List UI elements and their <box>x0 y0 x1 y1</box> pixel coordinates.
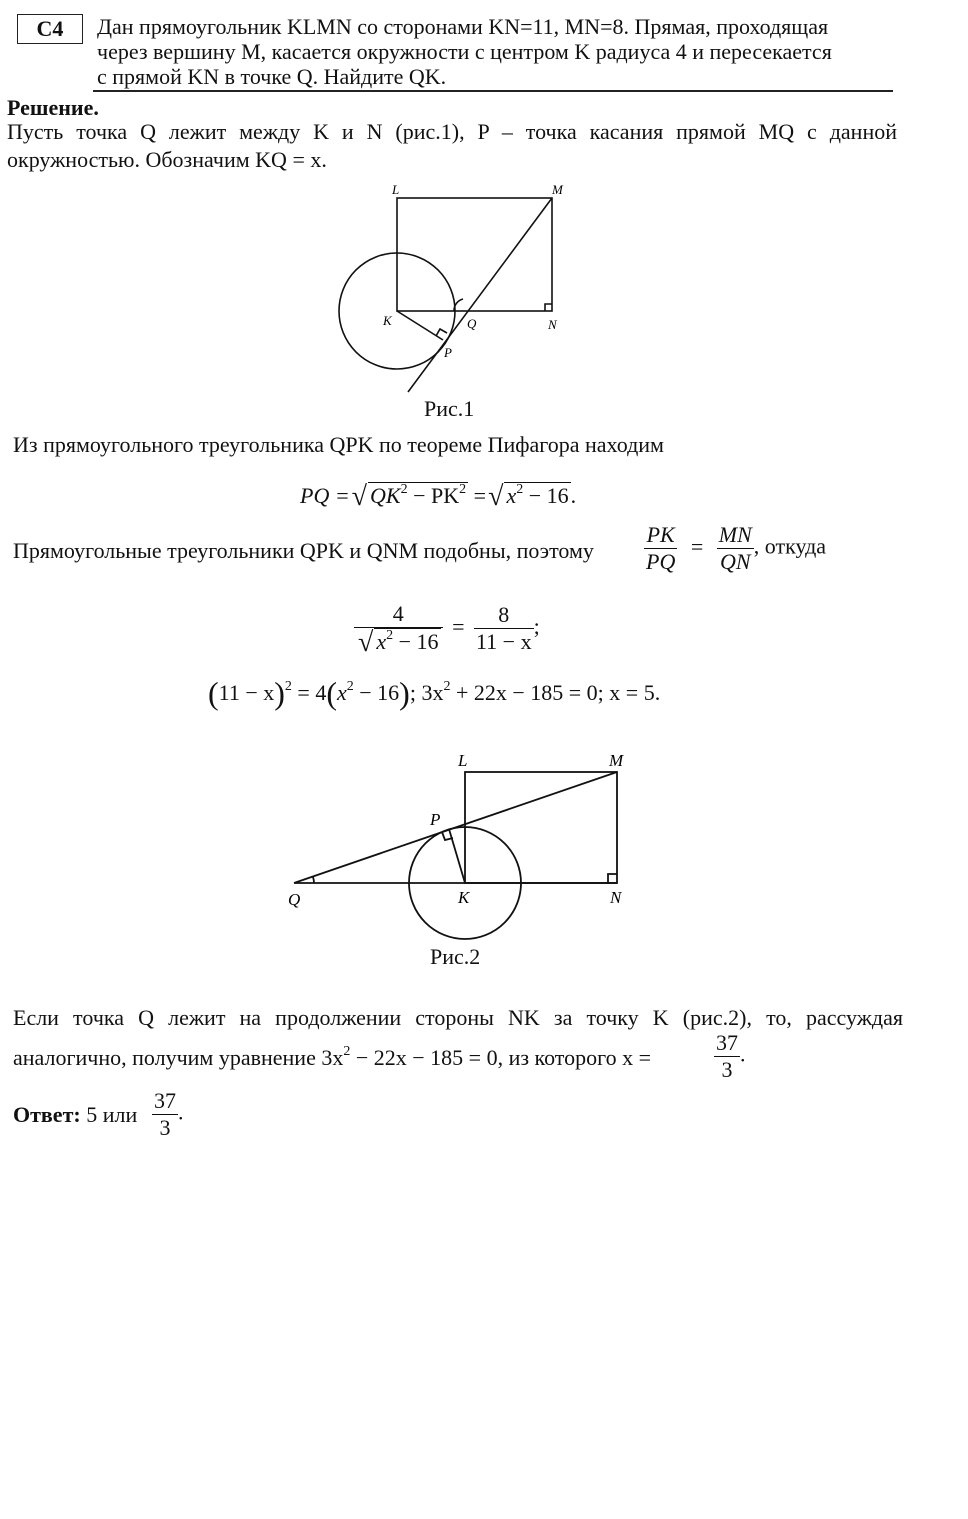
fig2-label-l: L <box>458 751 468 770</box>
figure-2 <box>280 745 640 945</box>
fig2-radius-kp <box>449 829 465 883</box>
fig1-tangent-line <box>408 198 552 392</box>
answer-line: Ответ: 5 или <box>13 1102 138 1127</box>
equation-pq: PQ =√ $QK^2 - PK^2$ =√ $x^2 - 16$. <box>300 481 577 512</box>
fig1-rectangle-klmn <box>397 198 552 311</box>
fig2-rectangle-klmn <box>465 772 617 883</box>
fig1-right-angle-n <box>545 304 552 311</box>
fig2-angle-q <box>313 877 314 883</box>
solution-heading: Решение. <box>7 95 99 120</box>
fig2-tangent-line <box>294 772 617 883</box>
figure-1 <box>330 180 570 395</box>
fig2-right-angle-n <box>608 874 617 883</box>
fig1-label-n: N <box>548 317 557 332</box>
header-divider <box>93 90 893 92</box>
fig2-label-k: K <box>458 888 470 907</box>
fig1-right-angle-p <box>436 329 447 336</box>
fig1-label-m: M <box>552 182 563 197</box>
pythagoras-text: Из прямоугольного треугольника QPK по теореме Пифагора находим <box>13 432 664 457</box>
fig2-label-m: M <box>609 751 624 770</box>
figure-1-caption: Рис.1 <box>424 396 475 421</box>
fig1-label-l: L <box>392 182 400 197</box>
case-2-fraction: $\frac{37}{3}$ . <box>716 1030 746 1082</box>
fig2-label-n: N <box>610 888 622 907</box>
equation-quadratic: $(11 - x)^2 = 4(x^2 - 16)$; $3x^2 + 22x - 185 = 0$; x = 5. <box>208 675 661 711</box>
solution-intro-line-1: Пусть точка Q лежит между K и N (рис.1), P – точка касания прямой MQ с данной <box>7 119 897 144</box>
fig2-label-q: Q <box>288 890 301 909</box>
fig1-label-p: P <box>444 345 452 360</box>
case-2-line-1: Если точка Q лежит на продолжении стороны NK за точку K (рис.2), то, рассуждая <box>13 1005 903 1030</box>
problem-number-badge: C4 <box>17 14 83 44</box>
solution-intro-line-2: окружностью. Обозначим KQ = x. <box>7 147 327 172</box>
answer-fraction: $\frac{37}{3}$ . <box>154 1088 184 1140</box>
similarity-text: Прямоугольные треугольники QPK и QNM подобны, поэтому <box>13 538 594 563</box>
problem-line-2: через вершину M, касается окружности с центром K радиуса 4 и пересекается <box>97 39 832 64</box>
fig1-label-k: K <box>383 313 392 328</box>
problem-line-3: с прямой KN в точке Q. Найдите QK. <box>97 64 447 89</box>
problem-line-1: Дан прямоугольник KLMN со сторонами KN=11, MN=8. Прямая, проходящая <box>97 14 829 39</box>
similarity-ratio: $\frac{PK}{PQ}$ = $\frac{MN}{QN}$ , откуда <box>646 522 827 574</box>
equation-proportion: $\frac{4}{√ x^2 - 16}$ = $\frac{8}{11 - x}$ ; <box>354 601 540 656</box>
figure-2-caption: Рис.2 <box>430 944 481 969</box>
case-2-line-2: аналогично, получим уравнение $3x^2 - 22x - 185 = 0$, из которого x = <box>13 1044 652 1070</box>
fig1-label-q: Q <box>467 316 477 331</box>
fig2-label-p: P <box>430 810 441 829</box>
